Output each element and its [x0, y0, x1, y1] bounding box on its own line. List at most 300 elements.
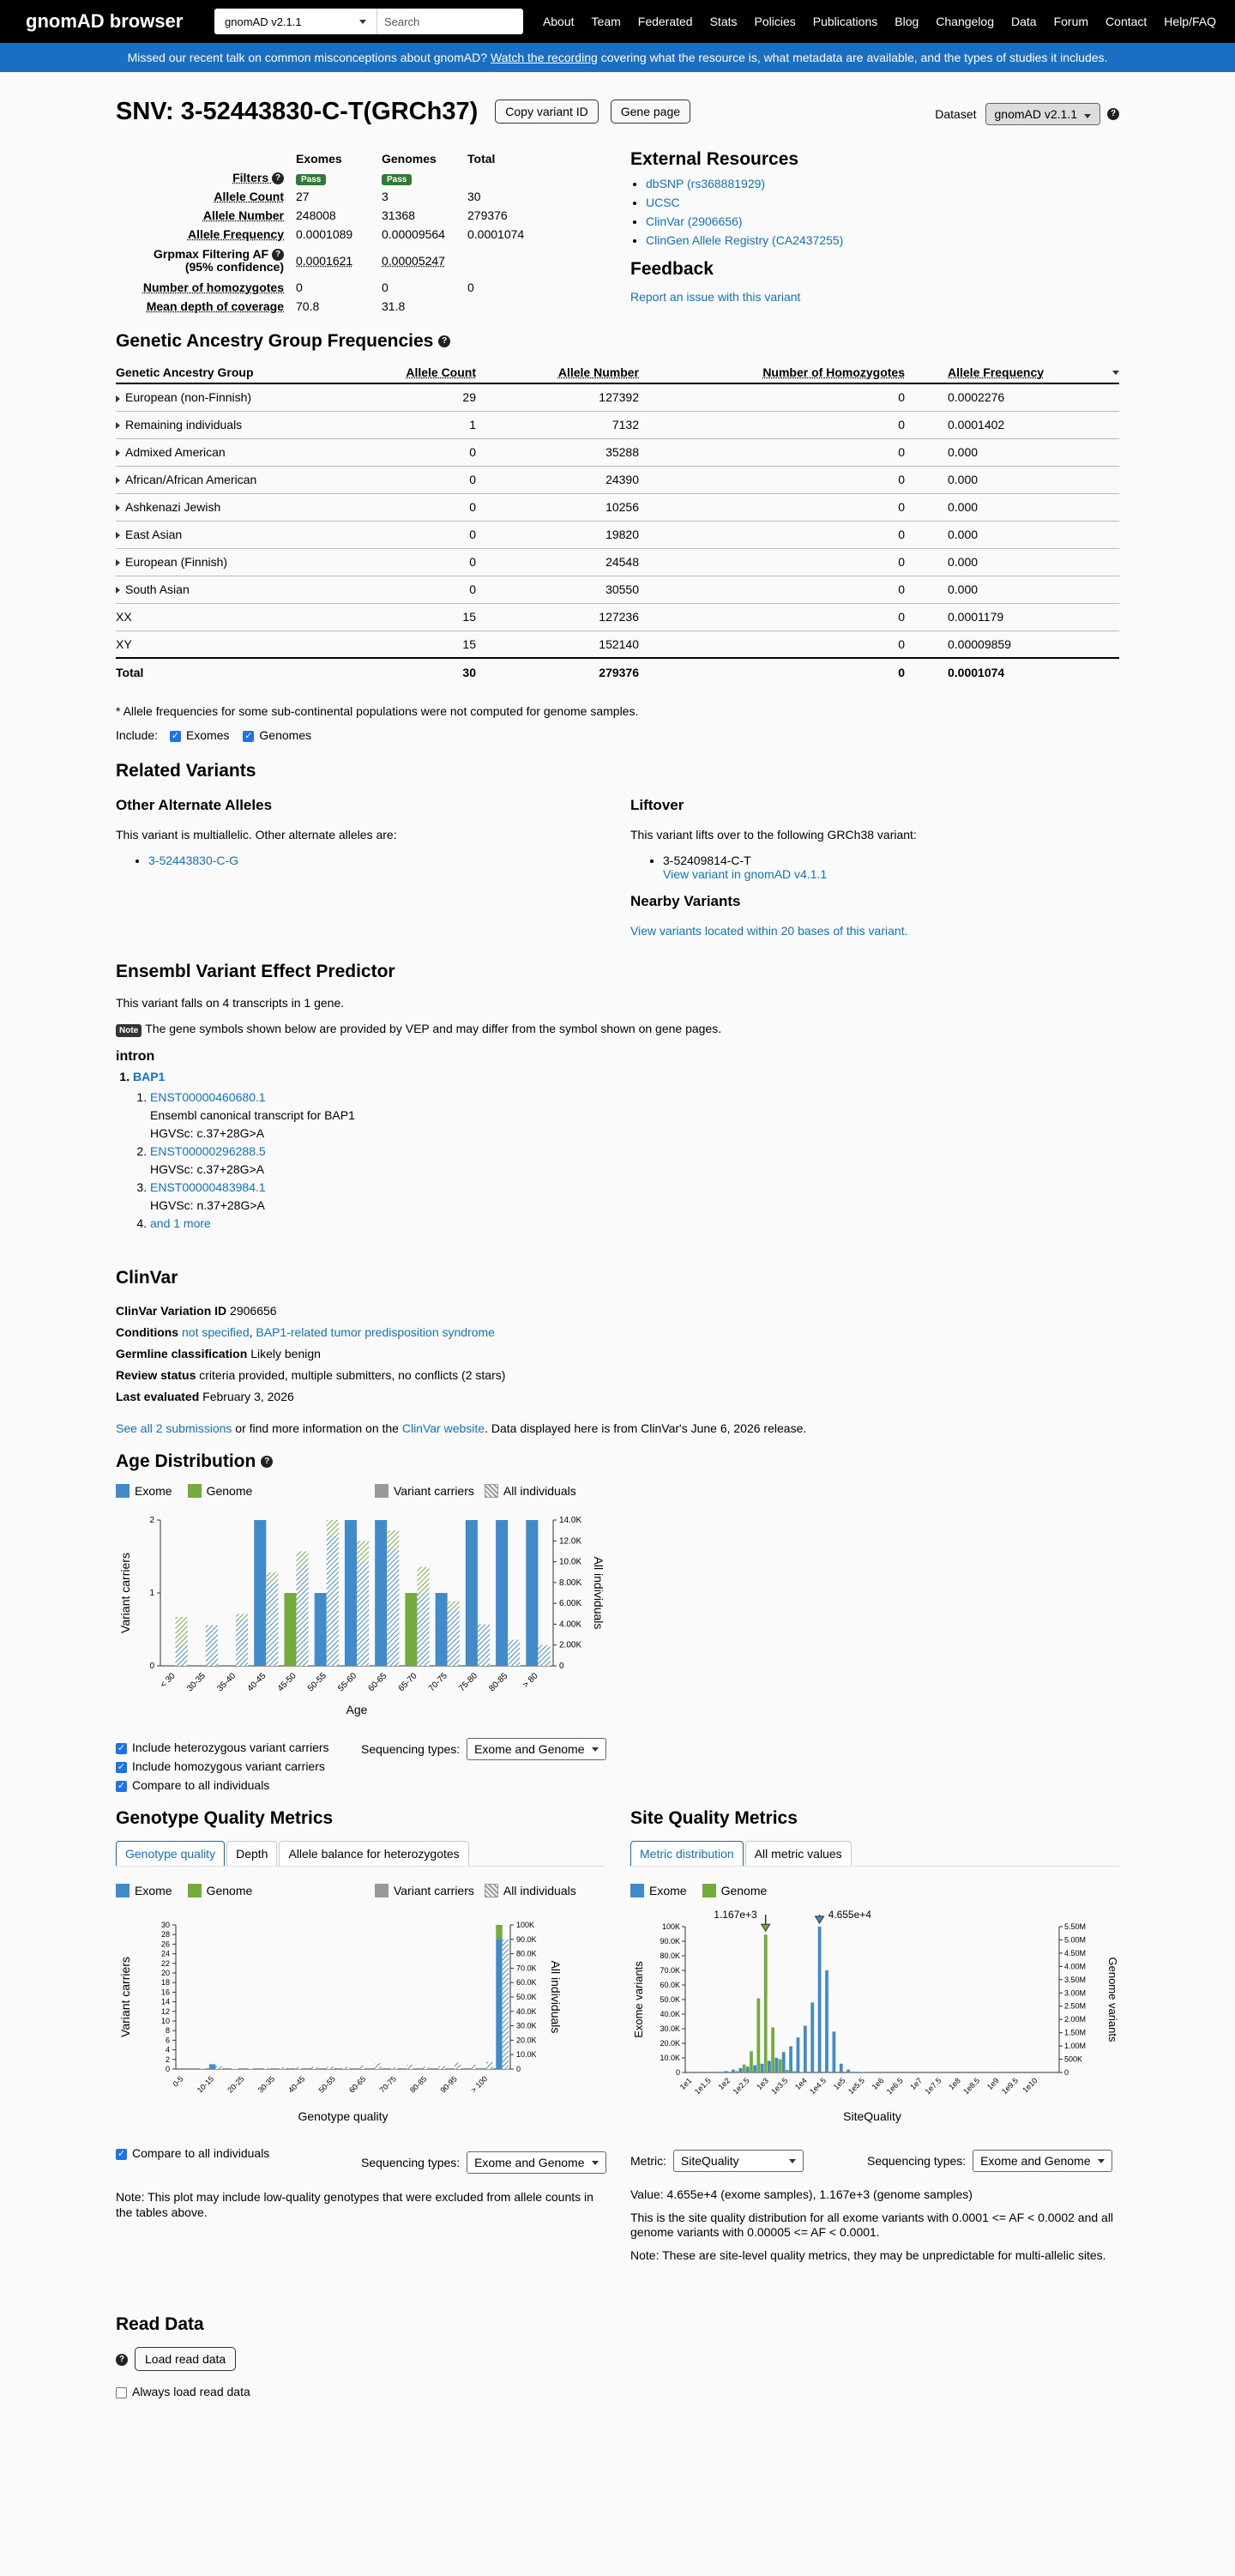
expand-triangle-icon[interactable] [116, 504, 120, 511]
bar-exome [774, 2058, 778, 2072]
clinvar-footer [116, 1418, 1119, 1439]
metric-label: Metric: [630, 2154, 666, 2168]
y-tick-label: 30.0K [660, 2024, 680, 2033]
y-axis-title: Variant carriers [118, 1553, 132, 1633]
bar-all-individuals-genome [357, 1541, 369, 1561]
x-tick-label: 65-70 [396, 1671, 419, 1694]
y2-tick-label: 90.0K [516, 1934, 537, 1944]
allele-frequency-cell: 0.0001402 [905, 411, 1119, 438]
y2-tick-label: 4.50M [1064, 1948, 1087, 1958]
bar-all-individuals-exome [263, 2068, 269, 2069]
y2-tick-label: 3.00M [1064, 1988, 1087, 1998]
bar-all-individuals-genome [387, 1530, 399, 1549]
y2-tick-label: 0 [1064, 2068, 1069, 2077]
bar-all-individuals-exome [327, 2066, 333, 2069]
vep-section [116, 962, 1119, 1233]
more-transcripts-link[interactable]: and 1 more [150, 1216, 211, 1230]
exome-swatch [116, 1484, 130, 1498]
other-alleles-title: Other Alternate Alleles [116, 797, 273, 813]
summary-row [116, 187, 553, 206]
expand-triangle-icon[interactable] [116, 559, 120, 566]
help-icon[interactable]: ? [272, 172, 284, 184]
include-hom-checkbox[interactable] [116, 1757, 329, 1776]
y-tick-label: 0 [165, 2065, 170, 2073]
gene-list [116, 1070, 1119, 1233]
pass-badge: Pass [296, 174, 326, 185]
bar-all-individuals-exome [508, 1640, 520, 1666]
external-links-list [630, 177, 1119, 247]
y-tick-label: 16 [160, 1988, 170, 1997]
search-input[interactable]: Search [384, 15, 420, 28]
table-row[interactable] [116, 521, 1119, 548]
gene-page-button[interactable]: Gene page [611, 100, 690, 124]
bar-exome-carriers [436, 1593, 448, 1666]
summary-row [116, 225, 553, 244]
nav-link-data[interactable]: Data [1011, 15, 1037, 28]
bar-exome [846, 2070, 850, 2072]
brand-logo[interactable]: gnomAD browser [26, 10, 184, 32]
other-alleles-text: This variant is multiallelic. Other alternate alleles are: [116, 828, 397, 842]
bar-exome-carriers [254, 1520, 266, 1666]
marker-arrow-icon [816, 1916, 824, 1923]
y-tick-label: 30 [160, 1921, 170, 1929]
include-exomes-checkbox[interactable] [170, 728, 230, 742]
summary-row-label: Allele Frequency [187, 227, 284, 241]
clinvar-website-link[interactable]: ClinVar website [401, 1421, 485, 1435]
filter-exome [296, 168, 382, 187]
clinvar-id-label: ClinVar Variation ID [116, 1304, 227, 1318]
compare-all-checkbox[interactable] [116, 1776, 329, 1795]
x-tick-label: 60-65 [366, 1671, 389, 1694]
allele-number-cell: 152140 [476, 630, 639, 658]
x-tick-label: 35-40 [215, 1671, 238, 1694]
nav-link-changelog[interactable]: Changelog [936, 15, 995, 28]
pass-badge: Pass [382, 174, 412, 185]
y2-tick-label: 70.0K [516, 1964, 537, 1973]
bar-genome [779, 2060, 782, 2072]
bar-all-individuals-exome [471, 2065, 477, 2069]
gq-compare-checkbox[interactable] [116, 2146, 269, 2160]
x-tick-label: 1e10 [1021, 2076, 1039, 2095]
condition-link-1[interactable]: not specified [182, 1325, 250, 1339]
all-individuals-swatch [485, 1884, 498, 1897]
filters-label-text: Filters [232, 170, 269, 184]
y2-tick-label: 20.0K [516, 2036, 537, 2045]
marker-label: 4.655e+4 [828, 1909, 871, 1921]
allele-number-cell: 7132 [476, 411, 639, 438]
always-load-checkbox[interactable] [116, 2385, 1119, 2398]
expand-triangle-icon[interactable] [116, 449, 120, 456]
x-tick-label: 1e6 [870, 2076, 886, 2092]
expand-triangle-icon[interactable] [116, 477, 120, 484]
checkbox-checked-icon: ✓ [171, 730, 180, 741]
bar-exome-carriers [526, 1520, 538, 1666]
ancestry-group-cell [116, 603, 373, 630]
summary-row-label: Allele Count [214, 190, 284, 203]
table-row [116, 630, 1119, 658]
age-legend [116, 1484, 252, 1498]
bar-all-individuals-exome [448, 1609, 460, 1666]
nav-link-contact[interactable]: Contact [1105, 15, 1148, 28]
y-tick-label: 22 [160, 1958, 170, 1968]
header-allele-frequency[interactable] [905, 360, 1119, 383]
expand-triangle-icon[interactable] [116, 395, 120, 402]
tab-all-metric-values[interactable]: All metric values [745, 1841, 852, 1866]
external-resources-title: External Resources [630, 149, 799, 169]
x-tick-label: 70-75 [426, 1671, 449, 1694]
genome-swatch [188, 1884, 202, 1897]
table-row[interactable] [116, 383, 1119, 411]
expand-triangle-icon[interactable] [116, 532, 120, 539]
external-resources [630, 149, 1119, 316]
summary-value: 248008 [296, 208, 336, 222]
dataset-select-value: gnomAD v2.1.1 [225, 15, 302, 28]
bar-exome [725, 2071, 728, 2072]
sq-tabs [630, 1841, 1119, 1867]
legend-all-individuals: All individuals [503, 1484, 576, 1498]
transcript-item [150, 1179, 1119, 1215]
bar-all-individuals-exome [311, 2066, 317, 2069]
summary-section [116, 149, 1119, 316]
marker-arrow-icon [762, 1924, 770, 1931]
x-tick-label: 1e8.5 [961, 2076, 982, 2096]
bar-exome [782, 2052, 786, 2072]
nav-link-team[interactable]: Team [591, 15, 621, 28]
sort-desc-icon [1112, 371, 1119, 375]
col-header-exomes: Exomes [296, 152, 342, 166]
homozygotes-cell: 0 [639, 548, 905, 576]
allele-frequency-cell: 0.0001179 [905, 603, 1119, 630]
y-tick-label: 2 [165, 2054, 170, 2064]
dataset-dropdown-value: gnomAD v2.1.1 [994, 107, 1077, 121]
tab-depth[interactable]: Depth [226, 1841, 277, 1866]
ancestry-title-text: Genetic Ancestry Group Frequencies [116, 331, 434, 351]
load-read-data-button[interactable]: Load read data [135, 2347, 236, 2371]
bar-all-individuals-exome [478, 1624, 490, 1666]
liftover-variant: 3-52409814-C-T [663, 854, 751, 867]
table-row[interactable] [116, 548, 1119, 576]
clinvar-id-row [116, 1300, 1119, 1322]
y-axis-title: Variant carriers [118, 1957, 132, 2037]
total-row [116, 658, 1119, 685]
table-row[interactable] [116, 493, 1119, 521]
clinvar-section [116, 1267, 1119, 1439]
ancestry-group-name: African/African American [125, 473, 257, 486]
x-tick-label: > 100 [469, 2074, 490, 2095]
external-link[interactable]: ClinGen Allele Registry (CA2437255) [646, 233, 844, 247]
header-allele-number[interactable]: Allele Number [476, 360, 639, 383]
summary-value: 30 [467, 190, 481, 203]
variant-carriers-swatch [375, 1884, 389, 1897]
chevron-down-icon [359, 20, 366, 24]
nav-link-policies[interactable]: Policies [754, 15, 796, 28]
clinvar-footer-end: . Data displayed here is from ClinVar's June 6, 2026 release. [485, 1421, 807, 1435]
ancestry-group-cell [116, 493, 373, 521]
homozygotes-cell: 0 [639, 411, 905, 438]
homozygotes-cell: 0 [639, 576, 905, 603]
x-tick-label: 1e7.5 [923, 2076, 943, 2096]
load-read-row [116, 2347, 1119, 2371]
always-load-label: Always load read data [132, 2385, 250, 2398]
gq-tabs [116, 1841, 605, 1867]
allele-frequency-cell: 0.000 [905, 493, 1119, 521]
metric-dropdown[interactable] [673, 2150, 804, 2172]
ancestry-group-cell [116, 630, 373, 658]
evaluated-label: Last evaluated [116, 1390, 200, 1403]
y-tick-label: 90.0K [660, 1937, 680, 1946]
table-row[interactable] [116, 438, 1119, 466]
banner-link[interactable]: Watch the recording [491, 51, 598, 64]
ancestry-footnote: * Allele frequencies for some sub-continental populations were not computed for genome samples. [116, 704, 639, 718]
bar-genome [792, 2071, 796, 2072]
include-genomes-checkbox[interactable] [243, 728, 311, 742]
ancestry-group-cell [116, 548, 373, 576]
list-item [133, 1070, 1119, 1233]
transcript-link[interactable]: ENST00000296288.5 [150, 1144, 266, 1158]
y-tick-label: 10.0K [660, 2054, 680, 2062]
table-row[interactable] [116, 576, 1119, 603]
seq-types-label: Sequencing types: [361, 2156, 461, 2169]
age-legend-2 [375, 1484, 576, 1498]
genome-swatch [188, 1484, 202, 1498]
y-tick-label: 18 [160, 1978, 170, 1988]
expand-triangle-icon[interactable] [116, 422, 120, 429]
allele-frequency-cell: 0.000 [905, 576, 1119, 603]
bar-all-individuals-exome [359, 2066, 365, 2069]
help-icon[interactable]: ? [116, 2354, 128, 2366]
allele-frequency-cell: 0.000 [905, 548, 1119, 576]
genome-swatch [702, 1884, 716, 1897]
include-options [116, 728, 1119, 742]
homozygotes-cell: 0 [639, 438, 905, 466]
bar-exome-carriers [466, 1520, 478, 1666]
tab-metric-distribution[interactable]: Metric distribution [630, 1841, 744, 1866]
condition-link-2[interactable]: BAP1-related tumor predisposition syndrome [256, 1325, 495, 1339]
bar-exome [810, 2002, 814, 2072]
grpmax-genome: 0.00005247 [382, 254, 445, 268]
nav-link-stats[interactable]: Stats [709, 15, 738, 28]
bar-all-individuals-exome [538, 1645, 550, 1666]
copy-variant-id-button[interactable]: Copy variant ID [495, 100, 598, 124]
y2-tick-label: 4.00K [559, 1620, 582, 1630]
tab-allele-balance[interactable]: Allele balance for heterozygotes [279, 1841, 468, 1866]
nav-link-publications[interactable]: Publications [812, 15, 878, 28]
total-group: Total [116, 658, 373, 685]
y2-tick-label: 60.0K [516, 1978, 537, 1988]
y-tick-label: 20 [160, 1969, 170, 1977]
summary-value: 31368 [382, 208, 415, 222]
bar-all-individuals-exome [343, 2066, 349, 2069]
ancestry-group-name: XY [116, 636, 132, 651]
summary-value: 0 [467, 281, 474, 294]
clinvar-title: ClinVar [116, 1268, 178, 1288]
y2-tick-label: 40.0K [516, 2006, 537, 2016]
help-icon[interactable]: ? [261, 1456, 273, 1468]
germline-value: Likely benign [250, 1347, 321, 1360]
age-title [116, 1451, 1119, 1472]
variant-carriers-swatch [375, 1484, 389, 1498]
sq-legend [630, 1884, 767, 1897]
gq-legend-2 [375, 1884, 576, 1897]
x-tick-label: 0-5 [171, 2074, 185, 2089]
help-icon[interactable]: ? [272, 249, 284, 261]
seq-types-dropdown[interactable] [467, 2151, 605, 2174]
liftover-list [630, 854, 1119, 881]
sq-note: Note: These are site-level quality metrics, they may be unpredictable for multi-allelic sites. [630, 2248, 1106, 2262]
y-tick-label: 0 [149, 1662, 154, 1671]
bar-genome [756, 1998, 760, 2072]
include-hom-label: Include homozygous variant carriers [132, 1759, 325, 1773]
y2-tick-label: 30.0K [516, 2021, 537, 2030]
seq-types-dropdown[interactable] [467, 1738, 605, 1760]
header-homozygotes[interactable]: Number of Homozygotes [639, 360, 905, 383]
x-tick-label: 30-35 [256, 2074, 277, 2095]
filter-genome [382, 168, 467, 187]
allele-number-cell: 35288 [476, 438, 639, 466]
transcript-item [150, 1089, 1119, 1143]
bar-all-individuals-genome [448, 1602, 460, 1610]
evaluated-value: February 3, 2026 [202, 1390, 294, 1403]
ancestry-section [116, 331, 1119, 742]
read-data-section [116, 2314, 1119, 2398]
dataset-dropdown[interactable] [985, 103, 1101, 125]
total-ac: 30 [373, 658, 476, 685]
x-tick-label: 80-85 [487, 1671, 510, 1694]
conditions-label: Conditions [116, 1325, 179, 1339]
bar-all-individuals-genome [297, 1551, 309, 1565]
bar-genome [750, 2051, 753, 2072]
vep-text: This variant falls on 4 transcripts in 1 gene. [116, 996, 345, 1010]
gene-link[interactable]: BAP1 [133, 1070, 166, 1083]
other-allele-link[interactable]: 3-52443830-C-G [148, 854, 239, 867]
quality-metrics-section [116, 1808, 1119, 2314]
ancestry-group-cell [116, 383, 373, 411]
vep-note-text: The gene symbols shown below are provided by VEP and may differ from the symbol shown on gene pages. [145, 1022, 722, 1035]
y2-tick-label: 5.50M [1064, 1922, 1087, 1931]
y2-tick-label: 2.00M [1064, 2015, 1087, 2024]
y2-tick-label: 100K [516, 1921, 535, 1929]
bar-all-individuals-exome [232, 2068, 238, 2069]
list-item [663, 854, 1119, 881]
dataset-select[interactable] [214, 9, 377, 34]
grpmax-label-2: (95% confidence) [184, 260, 284, 274]
header-ancestry-group[interactable]: Genetic Ancestry Group [116, 360, 373, 383]
allele-count-cell: 0 [373, 493, 476, 521]
table-row[interactable] [116, 411, 1119, 438]
nearby-variants-link[interactable]: View variants located within 20 bases of this variant. [630, 924, 908, 938]
ancestry-group-name: Ashkenazi Jewish [125, 500, 221, 514]
clinvar-review-row [116, 1365, 1119, 1386]
sq-value-text: Value: 4.655e+4 (exome samples), 1.167e+3 (genome samples) [630, 2187, 973, 2201]
bar-exome [789, 2046, 792, 2072]
y2-tick-label: 1.00M [1064, 2042, 1087, 2051]
table-row[interactable] [116, 466, 1119, 493]
y2-tick-label: 10.0K [559, 1557, 582, 1567]
nav-link-help-faq[interactable]: Help/FAQ [1164, 15, 1216, 28]
checkbox-checked-icon: ✓ [117, 1742, 126, 1753]
liftover-text: This variant lifts over to the following GRCh38 variant: [630, 828, 917, 842]
allele-number-cell: 19820 [476, 521, 639, 548]
nav-link-federated[interactable]: Federated [637, 15, 693, 28]
bar-exome-carriers [315, 1593, 327, 1666]
bar-exome [753, 2066, 756, 2073]
seq-types-label: Sequencing types: [867, 2154, 967, 2168]
transcript-link[interactable]: ENST00000483984.1 [150, 1180, 266, 1194]
bar-exome [768, 2060, 771, 2072]
nav-link-blog[interactable]: Blog [895, 15, 919, 28]
bar-all-individuals-genome [327, 1520, 339, 1535]
bar-exome [804, 2026, 807, 2072]
header-allele-frequency-text: Allele Frequency [948, 365, 1045, 379]
legend-variant-carriers: Variant carriers [394, 1484, 474, 1498]
grpmax-label-1: Grpmax Filtering AF [154, 246, 269, 261]
sq-desc: This is the site quality distribution for all exome variants with 0.0001 <= AF < 0.0002 and all genome variants with 0.00005 <= AF < 0.0001. [630, 2211, 1114, 2239]
bar-genome [735, 2071, 738, 2072]
x-tick-label: 50-55 [316, 2074, 337, 2095]
bar-exome-carriers [496, 1940, 502, 2069]
y-tick-label: 100K [661, 1922, 680, 1931]
y2-tick-label: 5.00M [1064, 1935, 1087, 1945]
external-link[interactable]: ClinVar (2906656) [646, 214, 743, 228]
y2-tick-label: 10.0K [516, 2050, 537, 2060]
seq-types-dropdown[interactable] [973, 2150, 1112, 2172]
genotype-quality-title: Genotype Quality Metrics [116, 1808, 334, 1828]
bar-exome [746, 2066, 750, 2072]
see-all-submissions-link[interactable]: See all 2 submissions [116, 1421, 232, 1435]
homozygotes-cell: 0 [639, 521, 905, 548]
ancestry-group-cell [116, 466, 373, 493]
liftover-gnomad-link[interactable]: View variant in gnomAD v4.1.1 [663, 867, 828, 881]
read-data-title: Read Data [116, 2314, 204, 2334]
ancestry-group-name: Admixed American [125, 445, 226, 459]
bar-exome [840, 2064, 843, 2072]
transcript-link[interactable]: ENST00000460680.1 [150, 1090, 266, 1104]
nav-link-about[interactable]: About [542, 15, 575, 28]
header-allele-count[interactable]: Allele Count [373, 360, 476, 383]
banner-text: Missed our recent talk on common misconceptions about gnomAD? [127, 51, 487, 64]
nav-link-forum[interactable]: Forum [1053, 15, 1089, 28]
summary-row-label: Number of homozygotes [142, 281, 284, 294]
grpmax-exome: 0.0001621 [296, 254, 353, 268]
ancestry-group-cell [116, 438, 373, 466]
help-icon[interactable]: ? [438, 335, 450, 347]
help-icon[interactable]: ? [1107, 108, 1119, 120]
age-distribution-chart [116, 1508, 630, 1722]
homozygotes-cell: 0 [639, 630, 905, 658]
allele-count-cell: 1 [373, 411, 476, 438]
ancestry-group-name: South Asian [125, 582, 190, 596]
summary-value: 0 [382, 281, 389, 294]
bar-exome-carriers [209, 2064, 215, 2069]
bar-genome-carriers [284, 1593, 296, 1666]
allele-count-cell: 0 [373, 576, 476, 603]
bar-exome [818, 1927, 822, 2072]
external-link[interactable]: UCSC [646, 196, 680, 209]
x-tick-label: 1e8 [947, 2076, 962, 2092]
report-issue-link[interactable]: Report an issue with this variant [630, 290, 801, 304]
expand-triangle-icon[interactable] [116, 587, 120, 594]
external-link[interactable]: dbSNP (rs368881929) [646, 177, 766, 190]
include-het-checkbox[interactable] [116, 1738, 329, 1757]
seq-types-value: Exome and Genome [474, 1742, 585, 1756]
tab-genotype-quality[interactable]: Genotype quality [116, 1841, 225, 1866]
legend-exome: Exome [135, 1884, 172, 1897]
chevron-down-icon [1084, 114, 1091, 118]
main-content [116, 94, 1119, 2398]
search-bar [214, 9, 523, 34]
bar-exome [797, 2037, 800, 2072]
compare-all-label: Compare to all individuals [132, 1778, 270, 1792]
